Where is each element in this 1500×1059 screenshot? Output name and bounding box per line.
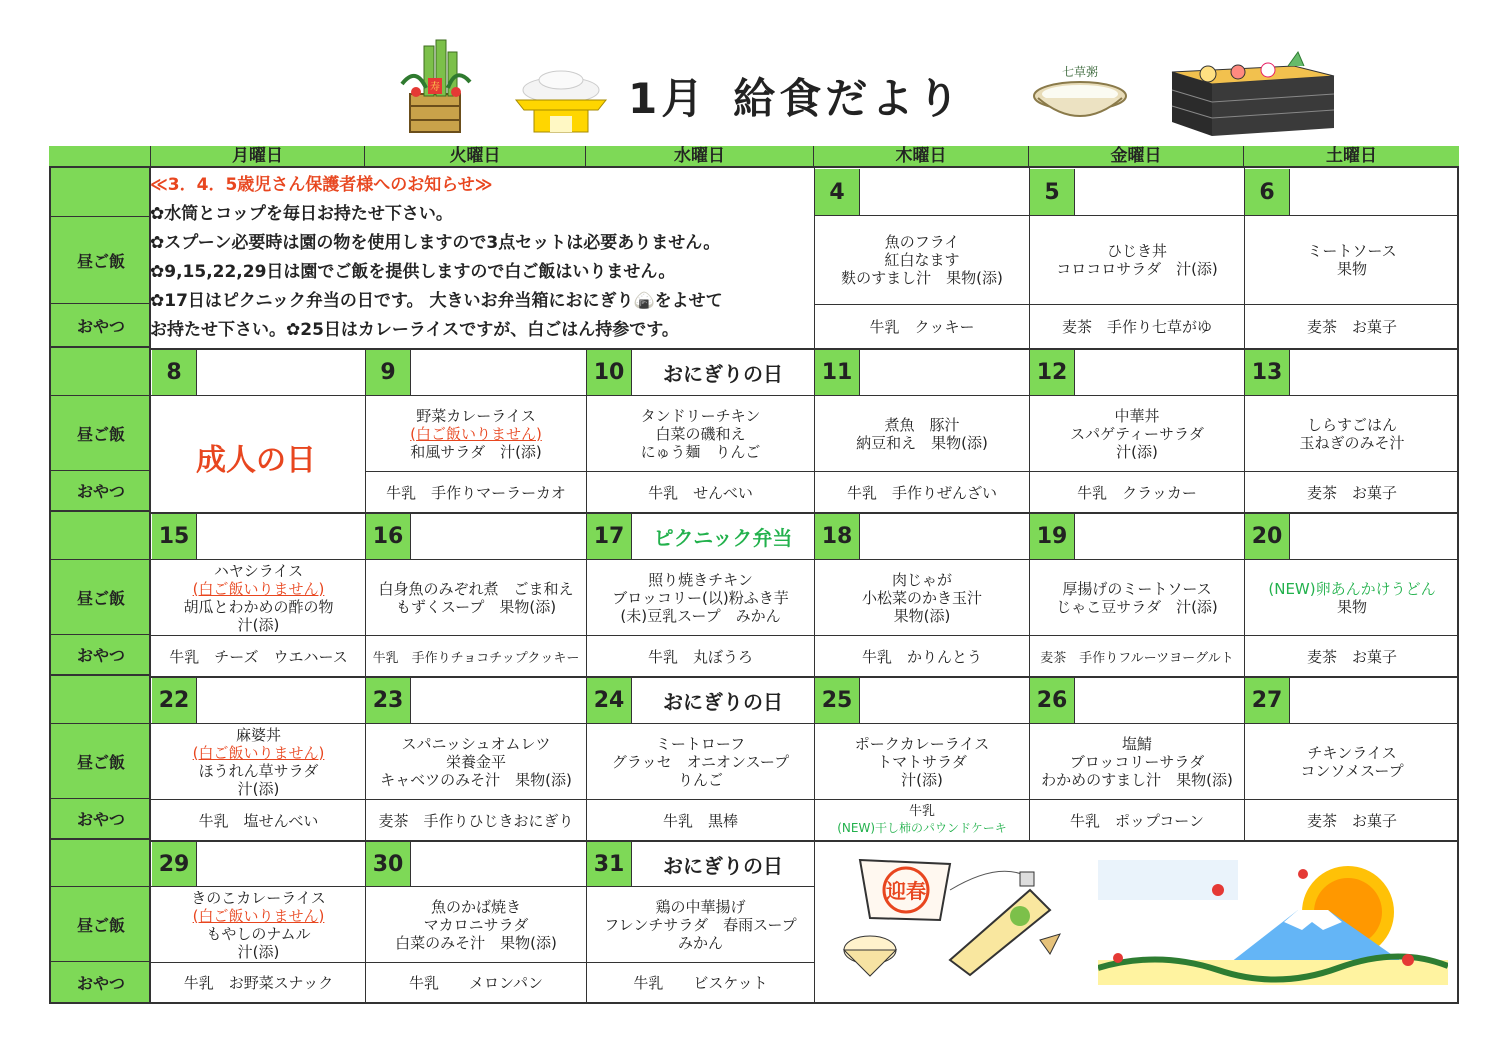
day-16: 16 bbox=[366, 514, 411, 559]
day-22: 22 bbox=[152, 678, 197, 723]
label-lunch-w5: 昼ご飯 bbox=[51, 886, 151, 962]
page-title bbox=[628, 66, 963, 126]
lunch-day-16: 白身魚のみぞれ煮 ごま和え もずくスープ 果物(添) bbox=[378, 579, 574, 616]
lunch-day-19: 厚揚げのミートソース じゃこ豆サラダ 汁(添) bbox=[1056, 579, 1218, 616]
day-11: 11 bbox=[815, 350, 860, 395]
lunch-day-5: ひじき丼 コロコロサラダ 汁(添) bbox=[1056, 242, 1218, 278]
lunch-day-27: チキンライス コンソメスープ bbox=[1300, 743, 1404, 780]
osechi-box-icon bbox=[1168, 46, 1338, 138]
kagami-mochi-icon bbox=[506, 70, 616, 136]
weekday-tue: 火曜日 bbox=[365, 146, 586, 168]
weekday-sat: 土曜日 bbox=[1244, 146, 1459, 168]
day-17: 17 bbox=[587, 514, 632, 559]
day-24: 24 bbox=[587, 678, 632, 723]
snack-day-29: 牛乳 お野菜スナック bbox=[183, 974, 334, 992]
lunch-day-29: きのこカレーライス (白ご飯いりません) もやしのナムル 汁(添) bbox=[191, 888, 326, 961]
weekday-fri: 金曜日 bbox=[1029, 146, 1244, 168]
holiday-label: 成人の日 bbox=[196, 443, 316, 478]
lunch-day-4: 魚のフライ 紅白なます 麩のすまし汁 果物(添) bbox=[841, 233, 1003, 287]
snack-day-18: 牛乳 かりんとう bbox=[861, 647, 982, 666]
snack-day-9: 牛乳 手作りマーラーカオ bbox=[386, 483, 566, 502]
day-12: 12 bbox=[1030, 350, 1075, 395]
day-9: 9 bbox=[366, 350, 411, 395]
lunch-day-11: 煮魚 豚汁 納豆和え 果物(添) bbox=[856, 415, 988, 452]
nanakusa-bowl-icon bbox=[1030, 62, 1130, 124]
lunch-day-13: しらすごはん 玉ねぎのみそ汁 bbox=[1299, 415, 1405, 452]
lunch-day-30: 魚のかば焼き マカロニサラダ 白菜のみそ汁 果物(添) bbox=[395, 897, 557, 952]
day-8: 8 bbox=[152, 350, 197, 395]
day-26: 26 bbox=[1030, 678, 1075, 723]
lunch-day-31: 鶏の中華揚げ フレンチサラダ 春雨スープ みかん bbox=[604, 897, 797, 952]
lunch-day-23: スパニッシュオムレツ 栄養金平 キャベツのみそ汁 果物(添) bbox=[380, 734, 572, 789]
snack-day-11: 牛乳 手作りぜんざい bbox=[846, 483, 997, 502]
snack-day-16: 牛乳 手作りチョコチップクッキー bbox=[372, 650, 580, 666]
lunch-day-12: 中華丼 スパゲティーサラダ 汁(添) bbox=[1070, 406, 1204, 461]
label-lunch-w3: 昼ご飯 bbox=[51, 559, 151, 635]
special-day-24: おにぎりの日 bbox=[663, 690, 783, 714]
snack-day-27: 麦茶 お菓子 bbox=[1306, 811, 1397, 830]
snack-day-31: 牛乳 ビスケット bbox=[633, 974, 768, 992]
day-13: 13 bbox=[1245, 350, 1290, 395]
day-15: 15 bbox=[152, 514, 197, 559]
lunch-day-24: ミートローフ グラッセ オニオンスープ りんご bbox=[611, 734, 790, 789]
snack-day-17: 牛乳 丸ぼうろ bbox=[647, 647, 753, 666]
header-corner bbox=[49, 146, 151, 168]
snack-day-4: 牛乳 クッキー bbox=[869, 318, 975, 336]
label-lunch-w2: 昼ご飯 bbox=[51, 395, 151, 471]
day-19: 19 bbox=[1030, 514, 1075, 559]
label-snack-w3: おやつ bbox=[51, 635, 151, 676]
lunch-day-22: 麻婆丼 (白ご飯いりません) ほうれん草サラダ 汁(添) bbox=[192, 725, 325, 798]
snack-day-23: 麦茶 手作りひじきおにぎり bbox=[378, 811, 574, 830]
day-29: 29 bbox=[152, 842, 197, 886]
notice-title: ≪3．4．5歳児さん保護者様へのお知らせ≫ bbox=[150, 175, 493, 195]
day-4: 4 bbox=[815, 169, 860, 215]
notice-line-4: ✿17日はピクニック弁当の日です。 大きいお弁当箱におにぎり🍙をよせて bbox=[150, 291, 723, 311]
lunch-day-25: ポークカレーライス トマトサラダ 汁(添) bbox=[854, 734, 990, 789]
snack-day-12: 牛乳 クラッカー bbox=[1077, 483, 1197, 502]
lunch-day-26: 塩鯖 ブロッコリーサラダ わかめのすまし汁 果物(添) bbox=[1041, 734, 1233, 789]
day-6: 6 bbox=[1245, 169, 1290, 215]
snack-day-6: 麦茶 お菓子 bbox=[1306, 318, 1397, 336]
snack-day-20: 麦茶 お菓子 bbox=[1306, 647, 1397, 666]
notice-line-1: ✿水筒とコップを毎日お持たせ下さい。 bbox=[150, 204, 453, 224]
lunch-day-20: (NEW)卵あんかけうどん 果物 bbox=[1268, 579, 1436, 616]
label-snack-w4: おやつ bbox=[51, 799, 151, 840]
snack-day-10: 牛乳 せんべい bbox=[648, 483, 753, 502]
lunch-day-18: 肉じゃが 小松菜のかき玉汁 果物(添) bbox=[861, 570, 982, 625]
lunch-day-17: 照り焼きチキン ブロッコリー(以)粉ふき芋 (未)豆乳スープ みかん bbox=[612, 570, 789, 625]
day-18: 18 bbox=[815, 514, 860, 559]
lunch-day-10: タンドリーチキン 白菜の磯和え にゅう麺 りんご bbox=[640, 406, 761, 461]
special-day-17: ピクニック弁当 bbox=[653, 526, 793, 550]
label-snack-w2: おやつ bbox=[51, 471, 151, 512]
day-30: 30 bbox=[366, 842, 411, 886]
special-day-10: おにぎりの日 bbox=[663, 362, 783, 386]
snack-day-13: 麦茶 お菓子 bbox=[1306, 483, 1397, 502]
title-month: 1月 bbox=[628, 74, 708, 123]
snack-day-5: 麦茶 手作り七草がゆ bbox=[1061, 318, 1212, 336]
snack-day-26: 牛乳 ポップコーン bbox=[1070, 811, 1204, 830]
day-31: 31 bbox=[587, 842, 632, 886]
notice-line-3: ✿9,15,22,29日は園でご飯を提供しますので白ご飯はいりません。 bbox=[150, 262, 676, 282]
label-lunch-w1: 昼ご飯 bbox=[51, 216, 151, 304]
weekday-wed: 水曜日 bbox=[586, 146, 814, 168]
day-10: 10 bbox=[587, 350, 632, 395]
lunch-day-6: ミートソース 果物 bbox=[1307, 242, 1397, 278]
label-lunch-w4: 昼ご飯 bbox=[51, 723, 151, 799]
title-text: 給食だより bbox=[733, 74, 964, 123]
day-25: 25 bbox=[815, 678, 860, 723]
label-snack-w5: おやつ bbox=[76, 973, 125, 993]
weekday-thu: 木曜日 bbox=[814, 146, 1029, 168]
day-27: 27 bbox=[1245, 678, 1290, 723]
notice-line-2: ✿スプーン必要時は園の物を使用しますので3点セットは必要ありません。 bbox=[150, 233, 721, 253]
day-23: 23 bbox=[366, 678, 411, 723]
notice-line-5: お持たせ下さい。✿25日はカレーライスですが、白ごはん持参です。 bbox=[150, 320, 679, 340]
lunch-day-9: 野菜カレーライス (白ご飯いりません) 和風サラダ 汁(添) bbox=[410, 406, 542, 461]
label-snack-w1: おやつ bbox=[51, 304, 151, 348]
snack-day-15: 牛乳 チーズ ウエハース bbox=[169, 647, 348, 666]
lunch-day-15: ハヤシライス (白ご飯いりません) 胡瓜とわかめの酢の物 汁(添) bbox=[183, 561, 334, 634]
kite-text: 迎春 bbox=[886, 879, 926, 903]
snack-day-22: 牛乳 塩せんべい bbox=[198, 811, 319, 830]
notice-box bbox=[150, 171, 810, 345]
kadomatsu-label: 寿 bbox=[430, 82, 440, 93]
snack-day-19: 麦茶 手作りフルーツヨーグルト bbox=[1040, 650, 1234, 666]
weekday-mon: 月曜日 bbox=[151, 146, 365, 168]
fuji-sunrise-illustration bbox=[1098, 850, 1448, 985]
snack-day-25: 牛乳 (NEW)干し柿のパウンドケーキ bbox=[837, 804, 1007, 835]
kadomatsu-icon bbox=[396, 36, 476, 136]
special-day-31: おにぎりの日 bbox=[663, 853, 783, 878]
day-20: 20 bbox=[1245, 514, 1290, 559]
snack-day-24: 牛乳 黒棒 bbox=[662, 811, 738, 830]
day-5: 5 bbox=[1030, 169, 1075, 215]
new-year-illustration bbox=[830, 850, 1080, 980]
snack-day-30: 牛乳 メロンパン bbox=[409, 974, 543, 992]
nanakusa-label: 七草粥 bbox=[1061, 65, 1099, 79]
